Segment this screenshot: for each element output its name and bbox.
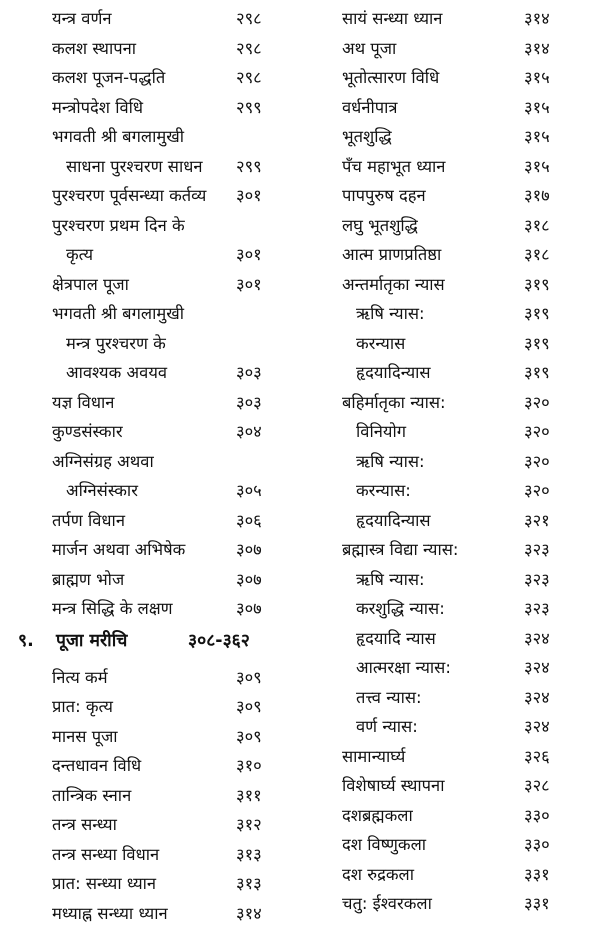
- toc-right-column: [300, 4, 600, 919]
- toc-entry-title: भगवती श्री बगलामुखी: [52, 304, 184, 323]
- toc-entry-page-number: ३२३: [524, 569, 550, 589]
- toc-entry-page-number: ३०३: [236, 392, 262, 412]
- toc-entry: [300, 683, 600, 713]
- toc-entry-title: प्रात: सन्ध्या ध्यान: [52, 874, 157, 893]
- toc-entry: [0, 476, 290, 506]
- toc-entry-page-number: ३२३: [524, 599, 550, 618]
- toc-entry: [0, 535, 290, 565]
- toc-left-column: [0, 4, 290, 928]
- toc-entry: [300, 240, 600, 270]
- toc-entry-page-number: ३१४: [236, 903, 262, 923]
- toc-entry-title: दश विष्णुकला: [342, 835, 427, 854]
- toc-entry-title: दश रुद्रकला: [342, 864, 414, 884]
- toc-entry: [0, 840, 290, 870]
- chapter-page-range: ३०८-३६२: [188, 630, 250, 651]
- toc-entry: [300, 594, 600, 624]
- toc-entry: [0, 329, 290, 359]
- toc-entry-page-number: २९९: [236, 97, 262, 117]
- toc-entry: [300, 447, 600, 477]
- toc-entry-page-number: ३०७: [236, 599, 262, 618]
- toc-entry: [0, 34, 290, 64]
- toc-entry: [0, 270, 290, 300]
- toc-entry: [0, 63, 290, 93]
- toc-entry: [300, 122, 600, 152]
- toc-entry: [0, 751, 290, 781]
- toc-entry-title: कलश पूजन-पद्धति: [52, 68, 166, 87]
- toc-entry: [0, 93, 290, 123]
- toc-entry-page-number: ३०५: [236, 481, 262, 500]
- toc-entry: [0, 565, 290, 595]
- toc-entry-page-number: ३२०: [524, 392, 550, 412]
- toc-entry-title: भूतशुद्धि: [342, 127, 392, 146]
- toc-entry-title: भगवती श्री बगलामुखी: [52, 127, 184, 146]
- toc-entry-title: चतु: ईश्वरकला: [342, 894, 432, 913]
- toc-entry: [300, 771, 600, 801]
- toc-entry-title: मन्त्रोपदेश विधि: [52, 97, 144, 117]
- toc-entry: [300, 211, 600, 241]
- toc-entry-title: अग्निसंस्कार: [66, 481, 138, 500]
- toc-entry: [0, 122, 290, 152]
- toc-entry: [300, 860, 600, 890]
- toc-entry-title: विनियोग: [356, 422, 407, 441]
- toc-entry: [300, 830, 600, 860]
- toc-entry-page-number: ३१७: [524, 186, 550, 205]
- toc-entry: [0, 692, 290, 722]
- toc-entry-title: मन्त्र पुरश्चरण के: [66, 333, 166, 353]
- toc-entry: [300, 63, 600, 93]
- toc-entry-title: साधना पुरश्चरण साधन: [66, 156, 203, 176]
- toc-entry-page-number: ३१९: [524, 304, 550, 323]
- toc-entry-title: पँच महाभूत ध्यान: [342, 156, 446, 176]
- toc-entry-page-number: ३२६: [524, 746, 550, 766]
- toc-entry-title: ऋषि न्यास:: [356, 304, 425, 323]
- toc-entry-page-number: ३१९: [524, 333, 550, 353]
- toc-entry-page-number: ३१५: [524, 156, 550, 176]
- toc-entry: [0, 506, 290, 536]
- toc-entry: [0, 240, 290, 270]
- toc-entry-title: अग्निसंग्रह अथवा: [52, 451, 154, 471]
- toc-entry-page-number: ३३०: [524, 835, 550, 854]
- toc-entry: [0, 211, 290, 241]
- toc-entry-title: सायं सन्ध्या ध्यान: [342, 9, 443, 28]
- toc-entry-page-number: ३०७: [236, 569, 262, 589]
- toc-entry: [0, 722, 290, 752]
- toc-entry: [300, 801, 600, 831]
- toc-entry-page-number: ३२८: [524, 776, 550, 795]
- toc-entry-page-number: ३३१: [524, 864, 550, 884]
- toc-entry-title: अथ पूजा: [342, 38, 397, 58]
- toc-entry-title: तन्त्र सन्ध्या: [52, 815, 117, 834]
- toc-entry-title: करन्यास: [356, 333, 406, 353]
- toc-entry: [300, 152, 600, 182]
- toc-entry-page-number: ३०१: [236, 186, 262, 205]
- toc-entry: [300, 624, 600, 654]
- toc-entry-title: मार्जन अथवा अभिषेक: [52, 540, 186, 559]
- toc-entry-page-number: ३२४: [524, 628, 550, 648]
- toc-entry-title: तर्पण विधान: [52, 510, 125, 530]
- toc-entry-page-number: ३१५: [524, 97, 550, 117]
- toc-entry-page-number: ३१३: [236, 844, 262, 864]
- toc-entry: [0, 447, 290, 477]
- toc-entry-page-number: २९८: [236, 38, 262, 58]
- toc-entry: [0, 594, 290, 624]
- toc-entry-page-number: ३११: [236, 785, 262, 805]
- toc-entry: [300, 889, 600, 919]
- toc-entry-title: पुरश्चरण पूर्वसन्ध्या कर्तव्य: [52, 186, 207, 205]
- toc-entry-page-number: ३०९: [236, 726, 262, 746]
- toc-entry-title: दन्तधावन विधि: [52, 756, 142, 775]
- toc-entry-title: आत्मरक्षा न्यास:: [356, 658, 451, 677]
- toc-entry-title: आत्म प्राणप्रतिष्ठा: [342, 245, 442, 264]
- toc-entry-title: विशेषार्घ्य स्थापना: [342, 776, 445, 795]
- toc-entry-page-number: ३१९: [524, 274, 550, 294]
- chapter-heading: [0, 624, 290, 663]
- toc-entry: [300, 535, 600, 565]
- toc-entry-title: अन्तर्मातृका न्यास: [342, 274, 445, 294]
- toc-entry-title: पापपुरुष दहन: [342, 186, 426, 205]
- toc-entry-title: करन्यास:: [356, 481, 411, 500]
- toc-entry-title: यन्त्र वर्णन: [52, 9, 112, 28]
- toc-entry-page-number: ३१८: [524, 215, 550, 235]
- toc-entry: [0, 781, 290, 811]
- toc-entry-page-number: ३०१: [236, 245, 262, 264]
- toc-entry-title: यज्ञ विधान: [52, 392, 115, 412]
- toc-entry: [300, 417, 600, 447]
- toc-entry: [300, 653, 600, 683]
- toc-entry-page-number: २९९: [236, 156, 262, 176]
- toc-entry-title: ब्रह्मास्त्र विद्या न्यास:: [342, 540, 459, 559]
- toc-entry-title: कुण्डसंस्कार: [52, 422, 123, 441]
- toc-entry-page-number: ३१८: [524, 245, 550, 264]
- toc-entry-title: मानस पूजा: [52, 726, 118, 746]
- chapter-number: ९.: [18, 630, 34, 651]
- toc-entry-title: तत्त्व न्यास:: [356, 687, 422, 707]
- toc-entry: [300, 506, 600, 536]
- toc-entry-title: नित्य कर्म: [52, 667, 108, 687]
- toc-entry-title: मध्याह्न सन्ध्या ध्यान: [52, 903, 168, 923]
- toc-entry-title: वर्ण न्यास:: [356, 717, 418, 736]
- toc-entry-page-number: ३२४: [524, 687, 550, 707]
- toc-entry-title: भूतोत्सारण विधि: [342, 68, 440, 87]
- toc-entry-title: बहिर्मातृका न्यास:: [342, 392, 446, 412]
- toc-entry: [300, 358, 600, 388]
- toc-entry-page-number: ३०९: [236, 697, 262, 716]
- toc-entry: [0, 4, 290, 34]
- toc-entry: [300, 329, 600, 359]
- toc-entry-title: आवश्यक अवयव: [66, 363, 168, 382]
- toc-entry-page-number: ३१३: [236, 874, 262, 893]
- toc-entry-page-number: ३१५: [524, 127, 550, 146]
- toc-entry-title: तन्त्र सन्ध्या विधान: [52, 844, 160, 864]
- toc-entry-page-number: ३२४: [524, 717, 550, 736]
- toc-entry-page-number: ३१५: [524, 68, 550, 87]
- toc-entry-page-number: ३०३: [236, 363, 262, 382]
- toc-entry: [0, 152, 290, 182]
- toc-entry: [300, 388, 600, 418]
- toc-entry-title: हृदयादि न्यास: [356, 628, 436, 648]
- toc-entry: [0, 358, 290, 388]
- toc-entry-page-number: ३२०: [524, 422, 550, 441]
- toc-entry: [300, 93, 600, 123]
- toc-entry: [0, 899, 290, 929]
- toc-entry: [300, 476, 600, 506]
- toc-entry: [300, 712, 600, 742]
- toc-entry-title: हृदयादिन्यास: [356, 510, 431, 530]
- toc-entry-page-number: ३०१: [236, 274, 262, 294]
- toc-entry: [300, 181, 600, 211]
- toc-entry-title: सामान्यार्घ्य: [342, 746, 406, 766]
- chapter-title: पूजा मरीचि: [56, 630, 128, 651]
- toc-entry-page-number: ३१०: [236, 756, 262, 775]
- toc-entry-title: हृदयादिन्यास: [356, 363, 431, 382]
- toc-entry-title: मन्त्र सिद्धि के लक्षण: [52, 599, 173, 618]
- toc-entry-page-number: २९८: [236, 9, 262, 28]
- toc-entry-title: करशुद्धि न्यास:: [356, 599, 445, 618]
- toc-entry-page-number: ३१४: [524, 38, 550, 58]
- toc-entry: [0, 388, 290, 418]
- toc-entry-title: क्षेत्रपाल पूजा: [52, 274, 129, 294]
- toc-entry: [0, 869, 290, 899]
- toc-entry: [300, 742, 600, 772]
- toc-entry: [0, 810, 290, 840]
- toc-entry-page-number: ३१९: [524, 363, 550, 382]
- toc-entry-page-number: ३२३: [524, 540, 550, 559]
- toc-entry-page-number: ३३१: [524, 894, 550, 913]
- toc-entry-title: लघु भूतशुद्धि: [342, 215, 418, 235]
- toc-entry: [0, 299, 290, 329]
- toc-entry-title: वर्धनीपात्र: [342, 97, 398, 117]
- toc-entry-title: कलश स्थापना: [52, 38, 137, 58]
- toc-entry: [0, 181, 290, 211]
- toc-entry-title: ऋषि न्यास:: [356, 451, 425, 471]
- toc-entry-page-number: ३०९: [236, 667, 262, 687]
- toc-entry: [300, 34, 600, 64]
- toc-entry: [300, 270, 600, 300]
- toc-entry-title: ऋषि न्यास:: [356, 569, 425, 589]
- toc-entry-title: पुरश्चरण प्रथम दिन के: [52, 215, 185, 235]
- toc-entry-title: प्रात: कृत्य: [52, 697, 113, 716]
- toc-entry-title: कृत्य: [66, 245, 94, 264]
- toc-entry-page-number: ३१४: [524, 9, 550, 28]
- toc-entry-page-number: ३२०: [524, 451, 550, 471]
- toc-entry-page-number: ३३०: [524, 805, 550, 825]
- toc-entry-page-number: ३०४: [236, 422, 262, 441]
- toc-entry-page-number: ३०६: [236, 510, 262, 530]
- toc-entry: [0, 663, 290, 693]
- toc-entry-page-number: ३२४: [524, 658, 550, 677]
- toc-entry-page-number: ३२०: [524, 481, 550, 500]
- toc-entry-title: ब्राह्मण भोज: [52, 569, 125, 589]
- toc-entry: [300, 565, 600, 595]
- toc-entry-page-number: २९८: [236, 68, 262, 87]
- toc-entry: [0, 417, 290, 447]
- toc-entry-title: तान्त्रिक स्नान: [52, 785, 132, 805]
- toc-entry-page-number: ३०७: [236, 540, 262, 559]
- toc-entry-page-number: ३१२: [236, 815, 262, 834]
- toc-entry: [300, 299, 600, 329]
- toc-entry: [300, 4, 600, 34]
- toc-entry-page-number: ३२१: [524, 510, 550, 530]
- toc-entry-title: दशब्रह्मकला: [342, 805, 413, 825]
